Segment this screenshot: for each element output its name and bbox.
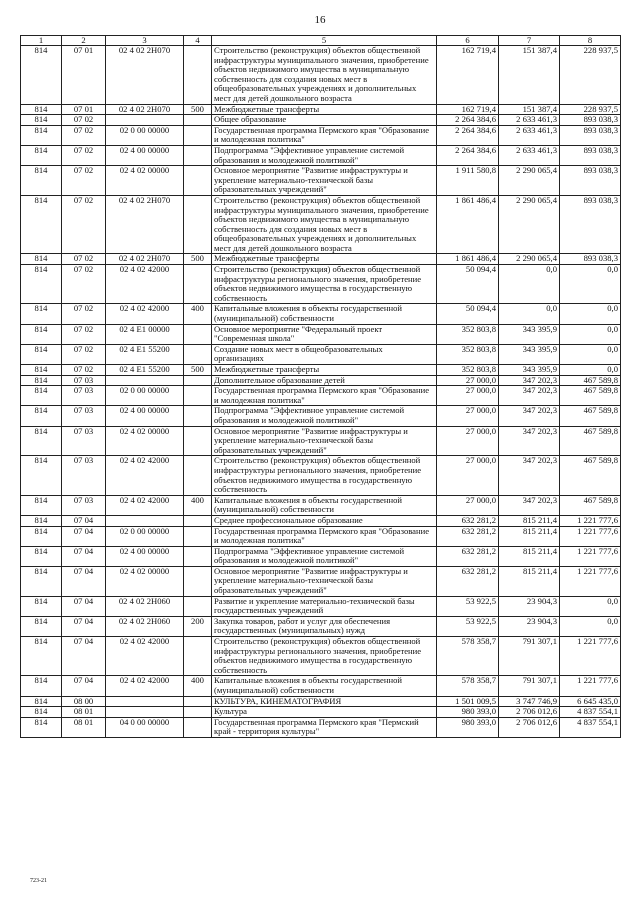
cell-amount-1: 632 281,2 bbox=[437, 546, 499, 566]
cell-target-code: 02 4 02 42000 bbox=[106, 456, 184, 495]
cell-target-code bbox=[106, 115, 184, 126]
cell-section-code: 07 03 bbox=[62, 426, 106, 456]
cell-description: Межбюджетные трансферты bbox=[212, 254, 437, 265]
cell-admin-code: 814 bbox=[21, 515, 62, 526]
cell-amount-2: 2 633 461,3 bbox=[499, 125, 560, 145]
cell-amount-1: 352 803,8 bbox=[437, 365, 499, 376]
cell-description: Общее образование bbox=[212, 115, 437, 126]
cell-amount-1: 27 000,0 bbox=[437, 495, 499, 515]
cell-amount-3: 6 645 435,0 bbox=[560, 696, 621, 707]
table-row bbox=[21, 104, 621, 115]
cell-admin-code: 814 bbox=[21, 456, 62, 495]
cell-amount-1: 53 922,5 bbox=[437, 616, 499, 636]
table-row bbox=[21, 676, 621, 696]
cell-admin-code: 814 bbox=[21, 344, 62, 364]
cell-admin-code: 814 bbox=[21, 676, 62, 696]
table-row bbox=[21, 546, 621, 566]
cell-expense-type: 400 bbox=[184, 304, 212, 324]
cell-target-code: 02 4 02 00000 bbox=[106, 166, 184, 196]
cell-description: Подпрограмма "Эффективное управление системой образования и молодежной политикой" bbox=[212, 145, 437, 165]
cell-target-code bbox=[106, 375, 184, 386]
table-row bbox=[21, 265, 621, 304]
cell-section-code: 08 00 bbox=[62, 696, 106, 707]
cell-description: Основное мероприятие "Развитие инфраструктуры и укрепление материально-технической базы образовательных учреждений" bbox=[212, 426, 437, 456]
table-row bbox=[21, 406, 621, 426]
cell-target-code: 02 4 02 42000 bbox=[106, 495, 184, 515]
cell-admin-code: 814 bbox=[21, 406, 62, 426]
cell-admin-code: 814 bbox=[21, 495, 62, 515]
cell-admin-code: 814 bbox=[21, 717, 62, 737]
cell-amount-3: 0,0 bbox=[560, 365, 621, 376]
cell-admin-code: 814 bbox=[21, 386, 62, 406]
cell-amount-3: 893 038,3 bbox=[560, 115, 621, 126]
cell-expense-type bbox=[184, 344, 212, 364]
cell-section-code: 07 04 bbox=[62, 616, 106, 636]
cell-target-code: 02 0 00 00000 bbox=[106, 386, 184, 406]
cell-section-code: 07 02 bbox=[62, 304, 106, 324]
cell-amount-1: 980 393,0 bbox=[437, 707, 499, 718]
cell-amount-2: 815 211,4 bbox=[499, 515, 560, 526]
cell-description: Государственная программа Пермского края "Пермский край - территория культуры" bbox=[212, 717, 437, 737]
column-header: 5 bbox=[212, 36, 437, 46]
cell-amount-3: 1 221 777,6 bbox=[560, 566, 621, 596]
cell-description: КУЛЬТУРА, КИНЕМАТОГРАФИЯ bbox=[212, 696, 437, 707]
cell-section-code: 07 04 bbox=[62, 566, 106, 596]
cell-target-code: 02 4 02 2Н060 bbox=[106, 596, 184, 616]
cell-target-code: 02 4 02 00000 bbox=[106, 566, 184, 596]
cell-expense-type: 400 bbox=[184, 676, 212, 696]
column-header: 4 bbox=[184, 36, 212, 46]
column-header: 6 bbox=[437, 36, 499, 46]
cell-section-code: 07 04 bbox=[62, 637, 106, 676]
cell-description: Государственная программа Пермского края "Образование и молодежная политика" bbox=[212, 125, 437, 145]
cell-target-code: 02 4 02 42000 bbox=[106, 265, 184, 304]
table-row bbox=[21, 495, 621, 515]
budget-table bbox=[20, 35, 621, 738]
cell-amount-1: 632 281,2 bbox=[437, 566, 499, 596]
cell-target-code: 02 4 02 2Н070 bbox=[106, 46, 184, 105]
cell-amount-2: 23 904,3 bbox=[499, 596, 560, 616]
cell-target-code: 02 4 02 2Н070 bbox=[106, 254, 184, 265]
cell-description: Межбюджетные трансферты bbox=[212, 365, 437, 376]
cell-section-code: 07 04 bbox=[62, 596, 106, 616]
cell-expense-type bbox=[184, 324, 212, 344]
table-row bbox=[21, 324, 621, 344]
cell-section-code: 07 02 bbox=[62, 195, 106, 254]
cell-description: Государственная программа Пермского края "Образование и молодежная политика" bbox=[212, 386, 437, 406]
cell-amount-2: 791 307,1 bbox=[499, 676, 560, 696]
cell-description: Культура bbox=[212, 707, 437, 718]
cell-expense-type: 200 bbox=[184, 616, 212, 636]
cell-amount-3: 0,0 bbox=[560, 596, 621, 616]
cell-expense-type bbox=[184, 546, 212, 566]
table-row bbox=[21, 375, 621, 386]
cell-amount-3: 0,0 bbox=[560, 304, 621, 324]
cell-admin-code: 814 bbox=[21, 375, 62, 386]
cell-amount-3: 0,0 bbox=[560, 265, 621, 304]
cell-description: Строительство (реконструкция) объектов общественной инфраструктуры регионального значения, приобретение объектов недвижимого имущества в государственную собственность bbox=[212, 265, 437, 304]
cell-section-code: 07 01 bbox=[62, 104, 106, 115]
cell-admin-code: 814 bbox=[21, 104, 62, 115]
cell-amount-3: 0,0 bbox=[560, 344, 621, 364]
column-header: 3 bbox=[106, 36, 184, 46]
cell-section-code: 07 02 bbox=[62, 365, 106, 376]
cell-section-code: 07 01 bbox=[62, 46, 106, 105]
cell-admin-code: 814 bbox=[21, 125, 62, 145]
cell-amount-2: 347 202,3 bbox=[499, 386, 560, 406]
cell-expense-type bbox=[184, 566, 212, 596]
table-body bbox=[21, 46, 621, 738]
cell-amount-3: 1 221 777,6 bbox=[560, 637, 621, 676]
cell-admin-code: 814 bbox=[21, 115, 62, 126]
cell-expense-type bbox=[184, 426, 212, 456]
cell-section-code: 07 04 bbox=[62, 526, 106, 546]
cell-section-code: 07 04 bbox=[62, 676, 106, 696]
cell-amount-3: 893 038,3 bbox=[560, 254, 621, 265]
cell-admin-code: 814 bbox=[21, 426, 62, 456]
cell-expense-type bbox=[184, 456, 212, 495]
column-header: 8 bbox=[560, 36, 621, 46]
cell-section-code: 07 03 bbox=[62, 375, 106, 386]
cell-admin-code: 814 bbox=[21, 365, 62, 376]
cell-section-code: 07 03 bbox=[62, 386, 106, 406]
cell-admin-code: 814 bbox=[21, 145, 62, 165]
cell-amount-1: 162 719,4 bbox=[437, 104, 499, 115]
cell-admin-code: 814 bbox=[21, 596, 62, 616]
cell-section-code: 07 02 bbox=[62, 254, 106, 265]
cell-description: Строительство (реконструкция) объектов общественной инфраструктуры регионального значения, приобретение объектов недвижимого имущества в государственную собственность bbox=[212, 456, 437, 495]
cell-description: Дополнительное образование детей bbox=[212, 375, 437, 386]
cell-amount-2: 343 395,9 bbox=[499, 344, 560, 364]
cell-amount-3: 228 937,5 bbox=[560, 46, 621, 105]
cell-description: Подпрограмма "Эффективное управление системой образования и молодежной политикой" bbox=[212, 406, 437, 426]
cell-amount-3: 1 221 777,6 bbox=[560, 515, 621, 526]
cell-expense-type bbox=[184, 406, 212, 426]
cell-amount-2: 2 633 461,3 bbox=[499, 145, 560, 165]
cell-section-code: 07 02 bbox=[62, 265, 106, 304]
cell-amount-1: 1 911 580,8 bbox=[437, 166, 499, 196]
cell-amount-1: 27 000,0 bbox=[437, 386, 499, 406]
cell-expense-type bbox=[184, 375, 212, 386]
cell-amount-2: 151 387,4 bbox=[499, 104, 560, 115]
cell-target-code: 02 4 E1 00000 bbox=[106, 324, 184, 344]
cell-description: Государственная программа Пермского края "Образование и молодежная политика" bbox=[212, 526, 437, 546]
cell-amount-3: 1 221 777,6 bbox=[560, 676, 621, 696]
cell-amount-3: 0,0 bbox=[560, 616, 621, 636]
cell-amount-2: 2 706 012,6 bbox=[499, 707, 560, 718]
cell-amount-1: 1 501 009,5 bbox=[437, 696, 499, 707]
cell-expense-type bbox=[184, 46, 212, 105]
cell-description: Основное мероприятие "Федеральный проект "Современная школа" bbox=[212, 324, 437, 344]
cell-description: Основное мероприятие "Развитие инфраструктуры и укрепление материально-технической базы образовательных учреждений" bbox=[212, 166, 437, 196]
cell-amount-3: 893 038,3 bbox=[560, 166, 621, 196]
table-header-row bbox=[21, 36, 621, 46]
table-row bbox=[21, 145, 621, 165]
cell-amount-3: 467 589,8 bbox=[560, 375, 621, 386]
table-row bbox=[21, 526, 621, 546]
cell-section-code: 07 02 bbox=[62, 115, 106, 126]
cell-target-code: 02 4 02 42000 bbox=[106, 304, 184, 324]
cell-description: Строительство (реконструкция) объектов общественной инфраструктуры регионального значения, приобретение объектов недвижимого имущества в государственную собственность bbox=[212, 637, 437, 676]
cell-expense-type bbox=[184, 515, 212, 526]
cell-target-code: 02 4 02 00000 bbox=[106, 426, 184, 456]
cell-admin-code: 814 bbox=[21, 324, 62, 344]
cell-description: Закупка товаров, работ и услуг для обеспечения государственных (муниципальных) нужд bbox=[212, 616, 437, 636]
cell-target-code: 02 4 00 00000 bbox=[106, 406, 184, 426]
table-row bbox=[21, 456, 621, 495]
table-row bbox=[21, 386, 621, 406]
cell-amount-3: 228 937,5 bbox=[560, 104, 621, 115]
cell-amount-1: 50 094,4 bbox=[437, 265, 499, 304]
cell-amount-3: 467 589,8 bbox=[560, 456, 621, 495]
cell-expense-type: 500 bbox=[184, 104, 212, 115]
cell-section-code: 07 04 bbox=[62, 546, 106, 566]
cell-expense-type: 400 bbox=[184, 495, 212, 515]
cell-amount-2: 3 747 746,9 bbox=[499, 696, 560, 707]
table-row bbox=[21, 566, 621, 596]
cell-amount-2: 151 387,4 bbox=[499, 46, 560, 105]
cell-admin-code: 814 bbox=[21, 546, 62, 566]
table-row bbox=[21, 344, 621, 364]
cell-expense-type bbox=[184, 696, 212, 707]
cell-amount-1: 50 094,4 bbox=[437, 304, 499, 324]
cell-amount-2: 2 290 065,4 bbox=[499, 254, 560, 265]
cell-target-code: 02 0 00 00000 bbox=[106, 526, 184, 546]
cell-section-code: 07 03 bbox=[62, 456, 106, 495]
cell-amount-3: 893 038,3 bbox=[560, 195, 621, 254]
cell-amount-2: 815 211,4 bbox=[499, 546, 560, 566]
table-row bbox=[21, 304, 621, 324]
cell-amount-1: 27 000,0 bbox=[437, 375, 499, 386]
cell-expense-type bbox=[184, 637, 212, 676]
cell-amount-2: 347 202,3 bbox=[499, 375, 560, 386]
cell-amount-1: 27 000,0 bbox=[437, 426, 499, 456]
table-row bbox=[21, 125, 621, 145]
cell-amount-3: 1 221 777,6 bbox=[560, 526, 621, 546]
cell-amount-2: 343 395,9 bbox=[499, 365, 560, 376]
cell-target-code bbox=[106, 707, 184, 718]
table-row bbox=[21, 596, 621, 616]
cell-amount-2: 343 395,9 bbox=[499, 324, 560, 344]
cell-amount-2: 347 202,3 bbox=[499, 426, 560, 456]
cell-amount-1: 1 861 486,4 bbox=[437, 254, 499, 265]
cell-amount-2: 2 706 012,6 bbox=[499, 717, 560, 737]
cell-amount-2: 2 633 461,3 bbox=[499, 115, 560, 126]
cell-admin-code: 814 bbox=[21, 707, 62, 718]
table-row bbox=[21, 426, 621, 456]
page-number: 16 bbox=[314, 14, 326, 26]
cell-description: Капитальные вложения в объекты государственной (муниципальной) собственности bbox=[212, 495, 437, 515]
column-header: 2 bbox=[62, 36, 106, 46]
table-row bbox=[21, 115, 621, 126]
cell-target-code: 02 4 E1 55200 bbox=[106, 365, 184, 376]
cell-amount-2: 347 202,3 bbox=[499, 406, 560, 426]
table-row bbox=[21, 707, 621, 718]
cell-description: Межбюджетные трансферты bbox=[212, 104, 437, 115]
cell-section-code: 07 02 bbox=[62, 324, 106, 344]
cell-amount-1: 1 861 486,4 bbox=[437, 195, 499, 254]
table-row bbox=[21, 696, 621, 707]
cell-expense-type bbox=[184, 717, 212, 737]
cell-amount-3: 4 837 554,1 bbox=[560, 707, 621, 718]
cell-description: Строительство (реконструкция) объектов общественной инфраструктуры муниципального значения, приобретение объектов недвижимого имущества в муниципальную собственность для создания новых мест в общеобразовательных учреждениях и дополнительных мест для детей дошкольного возраста bbox=[212, 46, 437, 105]
cell-admin-code: 814 bbox=[21, 265, 62, 304]
cell-target-code: 02 4 02 42000 bbox=[106, 637, 184, 676]
cell-expense-type bbox=[184, 265, 212, 304]
column-header: 7 bbox=[499, 36, 560, 46]
table-row bbox=[21, 46, 621, 105]
cell-admin-code: 814 bbox=[21, 254, 62, 265]
footer-code: 723-21 bbox=[30, 878, 47, 884]
cell-amount-3: 467 589,8 bbox=[560, 495, 621, 515]
cell-target-code: 02 4 02 2Н070 bbox=[106, 104, 184, 115]
cell-amount-1: 578 358,7 bbox=[437, 637, 499, 676]
cell-amount-2: 0,0 bbox=[499, 265, 560, 304]
cell-amount-3: 467 589,8 bbox=[560, 426, 621, 456]
cell-amount-1: 2 264 384,6 bbox=[437, 115, 499, 126]
cell-expense-type: 500 bbox=[184, 254, 212, 265]
cell-expense-type bbox=[184, 125, 212, 145]
cell-amount-1: 578 358,7 bbox=[437, 676, 499, 696]
cell-target-code: 02 4 02 2Н060 bbox=[106, 616, 184, 636]
cell-admin-code: 814 bbox=[21, 696, 62, 707]
cell-amount-2: 2 290 065,4 bbox=[499, 195, 560, 254]
cell-target-code: 04 0 00 00000 bbox=[106, 717, 184, 737]
table-row bbox=[21, 195, 621, 254]
cell-description: Капитальные вложения в объекты государственной (муниципальной) собственности bbox=[212, 304, 437, 324]
cell-amount-2: 791 307,1 bbox=[499, 637, 560, 676]
cell-amount-2: 815 211,4 bbox=[499, 566, 560, 596]
cell-amount-3: 0,0 bbox=[560, 324, 621, 344]
cell-expense-type bbox=[184, 596, 212, 616]
cell-amount-2: 2 290 065,4 bbox=[499, 166, 560, 196]
cell-amount-2: 23 904,3 bbox=[499, 616, 560, 636]
cell-expense-type: 500 bbox=[184, 365, 212, 376]
table-row bbox=[21, 166, 621, 196]
cell-amount-1: 2 264 384,6 bbox=[437, 145, 499, 165]
cell-admin-code: 814 bbox=[21, 526, 62, 546]
cell-amount-1: 632 281,2 bbox=[437, 526, 499, 546]
cell-target-code: 02 4 02 42000 bbox=[106, 676, 184, 696]
cell-expense-type bbox=[184, 195, 212, 254]
cell-target-code bbox=[106, 696, 184, 707]
cell-description: Подпрограмма "Эффективное управление системой образования и молодежной политикой" bbox=[212, 546, 437, 566]
cell-amount-1: 162 719,4 bbox=[437, 46, 499, 105]
cell-amount-2: 0,0 bbox=[499, 304, 560, 324]
cell-section-code: 08 01 bbox=[62, 707, 106, 718]
cell-amount-3: 4 837 554,1 bbox=[560, 717, 621, 737]
cell-section-code: 07 02 bbox=[62, 344, 106, 364]
column-header: 1 bbox=[21, 36, 62, 46]
cell-admin-code: 814 bbox=[21, 46, 62, 105]
cell-description: Среднее профессиональное образование bbox=[212, 515, 437, 526]
cell-amount-1: 980 393,0 bbox=[437, 717, 499, 737]
cell-amount-2: 815 211,4 bbox=[499, 526, 560, 546]
cell-amount-2: 347 202,3 bbox=[499, 456, 560, 495]
cell-admin-code: 814 bbox=[21, 566, 62, 596]
cell-section-code: 07 02 bbox=[62, 125, 106, 145]
cell-amount-3: 467 589,8 bbox=[560, 406, 621, 426]
cell-amount-1: 2 264 384,6 bbox=[437, 125, 499, 145]
cell-section-code: 07 02 bbox=[62, 145, 106, 165]
cell-target-code bbox=[106, 515, 184, 526]
cell-description: Капитальные вложения в объекты государственной (муниципальной) собственности bbox=[212, 676, 437, 696]
cell-amount-1: 632 281,2 bbox=[437, 515, 499, 526]
cell-target-code: 02 0 00 00000 bbox=[106, 125, 184, 145]
cell-section-code: 07 03 bbox=[62, 495, 106, 515]
cell-description: Строительство (реконструкция) объектов общественной инфраструктуры муниципального значения, приобретение объектов недвижимого имущества в муниципальную собственность для создания новых мест в общеобразовательных учреждениях и дополнительных мест для детей дошкольного возраста bbox=[212, 195, 437, 254]
cell-description: Развитие и укрепление материально-технической базы государственных учреждений bbox=[212, 596, 437, 616]
cell-admin-code: 814 bbox=[21, 637, 62, 676]
cell-amount-1: 352 803,8 bbox=[437, 324, 499, 344]
cell-amount-3: 1 221 777,6 bbox=[560, 546, 621, 566]
cell-target-code: 02 4 02 2Н070 bbox=[106, 195, 184, 254]
cell-expense-type bbox=[184, 386, 212, 406]
cell-amount-1: 27 000,0 bbox=[437, 456, 499, 495]
cell-amount-1: 352 803,8 bbox=[437, 344, 499, 364]
cell-expense-type bbox=[184, 145, 212, 165]
cell-target-code: 02 4 00 00000 bbox=[106, 546, 184, 566]
cell-expense-type bbox=[184, 707, 212, 718]
cell-admin-code: 814 bbox=[21, 195, 62, 254]
table-row bbox=[21, 365, 621, 376]
cell-expense-type bbox=[184, 166, 212, 196]
table-row bbox=[21, 515, 621, 526]
cell-expense-type bbox=[184, 115, 212, 126]
table-row bbox=[21, 616, 621, 636]
cell-amount-3: 893 038,3 bbox=[560, 125, 621, 145]
cell-amount-1: 53 922,5 bbox=[437, 596, 499, 616]
cell-target-code: 02 4 E1 55200 bbox=[106, 344, 184, 364]
cell-section-code: 07 02 bbox=[62, 166, 106, 196]
table-row bbox=[21, 254, 621, 265]
cell-admin-code: 814 bbox=[21, 166, 62, 196]
cell-section-code: 07 03 bbox=[62, 406, 106, 426]
cell-section-code: 08 01 bbox=[62, 717, 106, 737]
cell-amount-3: 467 589,8 bbox=[560, 386, 621, 406]
cell-admin-code: 814 bbox=[21, 616, 62, 636]
table-row bbox=[21, 637, 621, 676]
cell-section-code: 07 04 bbox=[62, 515, 106, 526]
cell-amount-2: 347 202,3 bbox=[499, 495, 560, 515]
cell-description: Создание новых мест в общеобразовательных организациях bbox=[212, 344, 437, 364]
cell-amount-1: 27 000,0 bbox=[437, 406, 499, 426]
cell-amount-3: 893 038,3 bbox=[560, 145, 621, 165]
cell-expense-type bbox=[184, 526, 212, 546]
cell-target-code: 02 4 00 00000 bbox=[106, 145, 184, 165]
cell-admin-code: 814 bbox=[21, 304, 62, 324]
cell-description: Основное мероприятие "Развитие инфраструктуры и укрепление материально-технической базы образовательных учреждений" bbox=[212, 566, 437, 596]
table-row bbox=[21, 717, 621, 737]
